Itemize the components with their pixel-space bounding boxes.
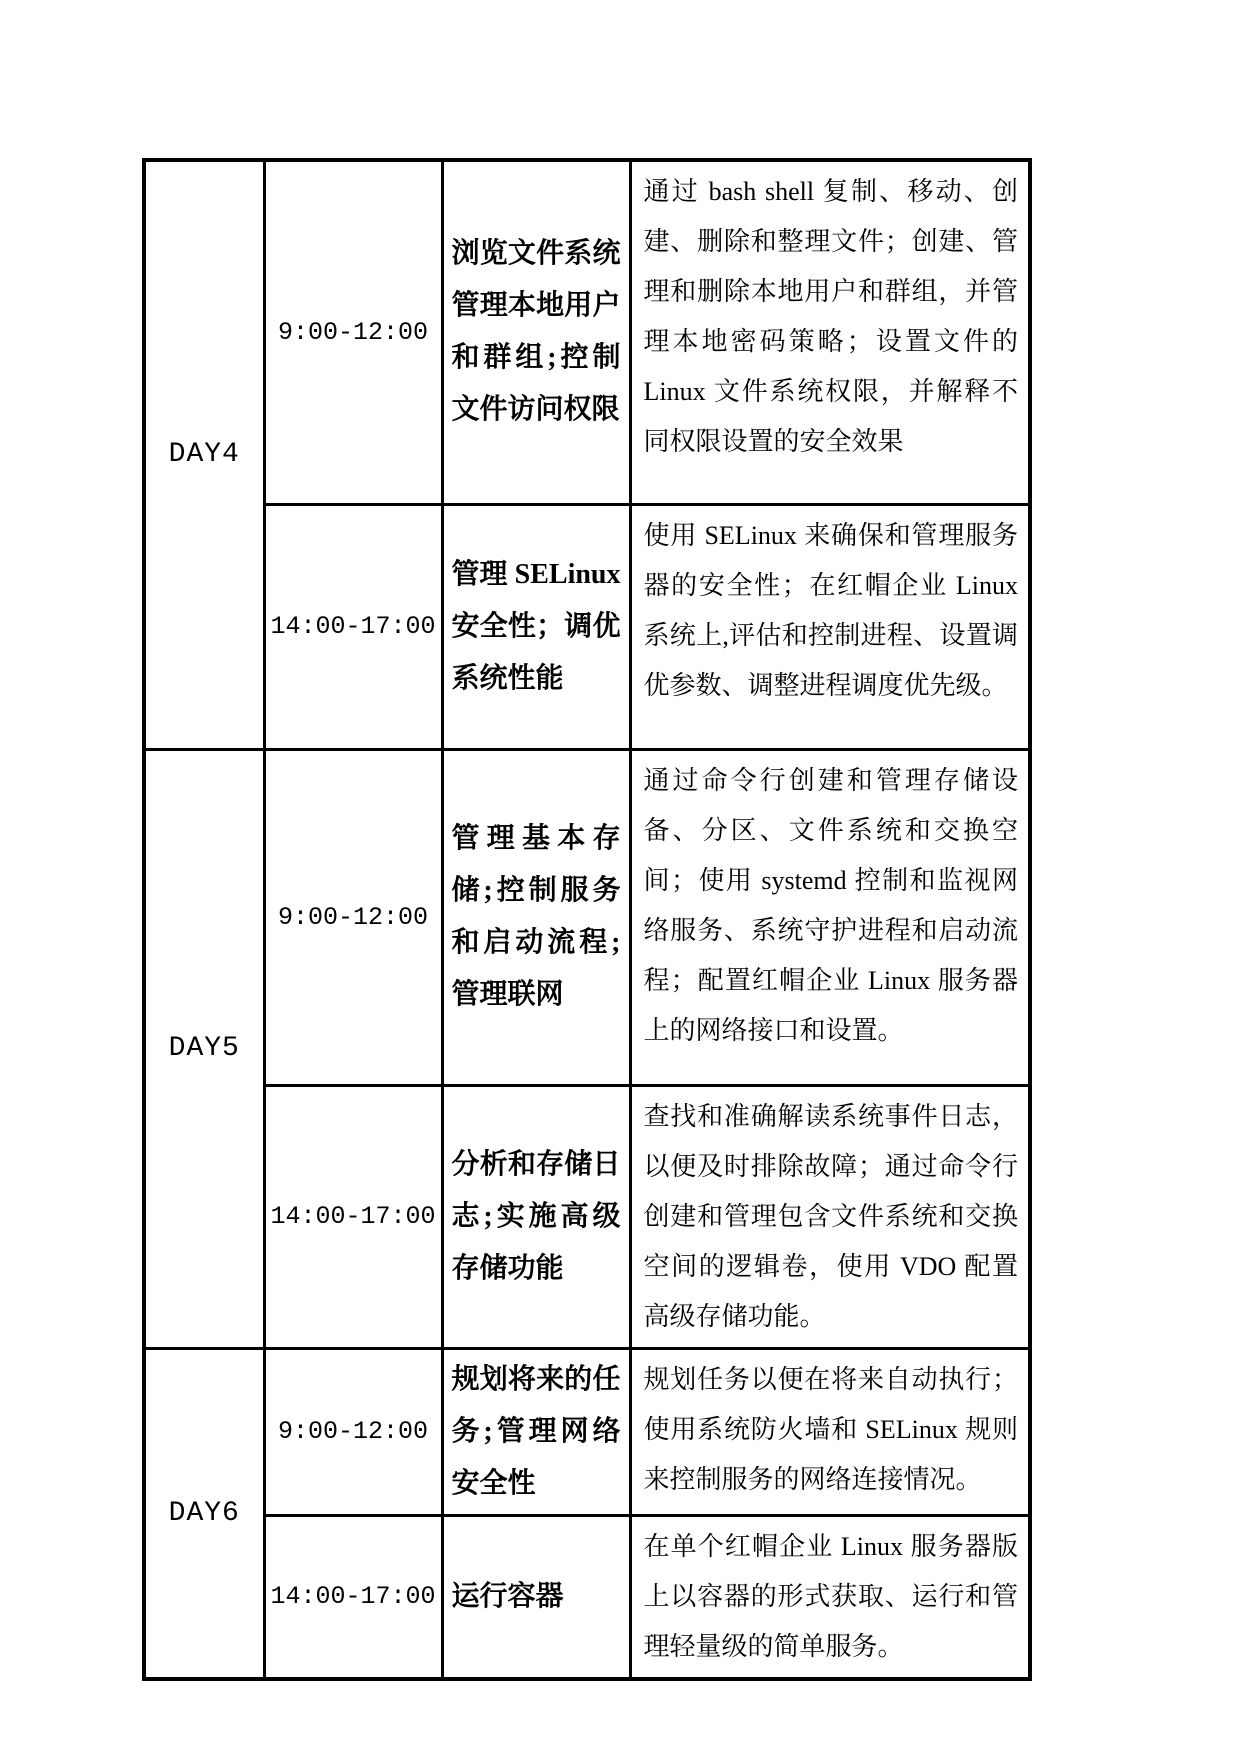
table-row	[144, 1348, 1030, 1515]
day-cell-day6: DAY6	[144, 1348, 264, 1679]
time-cell: 14:00-17:00	[264, 504, 442, 749]
topic-cell: 运行容器	[442, 1515, 630, 1679]
time-cell: 9:00-12:00	[264, 1348, 442, 1515]
description-cell: 在单个红帽企业 Linux 服务器版上以容器的形式获取、运行和管理轻量级的简单服务。	[630, 1515, 1030, 1679]
day-cell-day4: DAY4	[144, 160, 264, 749]
topic-cell: 浏览文件系统管理本地用户和群组;控制文件访问权限	[442, 160, 630, 504]
time-cell: 9:00-12:00	[264, 160, 442, 504]
topic-cell: 管理基本存储;控制服务和启动流程;管理联网	[442, 749, 630, 1085]
topic-cell: 规划将来的任务;管理网络安全性	[442, 1348, 630, 1515]
table-row	[144, 1085, 1030, 1348]
day-cell-day5: DAY5	[144, 749, 264, 1348]
table-row	[144, 749, 1030, 1085]
description-cell: 通过命令行创建和管理存储设备、分区、文件系统和交换空间；使用 systemd 控制和监视网络服务、系统守护进程和启动流程；配置红帽企业 Linux 服务器上的网络接口和设置。	[630, 749, 1030, 1085]
description-cell: 使用 SELinux 来确保和管理服务器的安全性；在红帽企业 Linux 系统上,评估和控制进程、设置调优参数、调整进程调度优先级。	[630, 504, 1030, 749]
time-cell: 14:00-17:00	[264, 1085, 442, 1348]
table-row	[144, 160, 1030, 504]
description-cell: 通过 bash shell 复制、移动、创建、删除和整理文件；创建、管理和删除本地用户和群组，并管理本地密码策略；设置文件的 Linux 文件系统权限，并解释不同权限设置的安全效果	[630, 160, 1030, 504]
time-cell: 9:00-12:00	[264, 749, 442, 1085]
table-row	[144, 1515, 1030, 1679]
topic-cell: 管理 SELinux 安全性；调优系统性能	[442, 504, 630, 749]
table-row	[144, 504, 1030, 749]
description-cell: 规划任务以便在将来自动执行；使用系统防火墙和 SELinux 规则来控制服务的网络连接情况。	[630, 1348, 1030, 1515]
training-schedule-table	[142, 158, 1032, 1681]
description-cell: 查找和准确解读系统事件日志，以便及时排除故障；通过命令行创建和管理包含文件系统和交换空间的逻辑卷，使用 VDO 配置高级存储功能。	[630, 1085, 1030, 1348]
time-cell: 14:00-17:00	[264, 1515, 442, 1679]
topic-cell: 分析和存储日志;实施高级存储功能	[442, 1085, 630, 1348]
